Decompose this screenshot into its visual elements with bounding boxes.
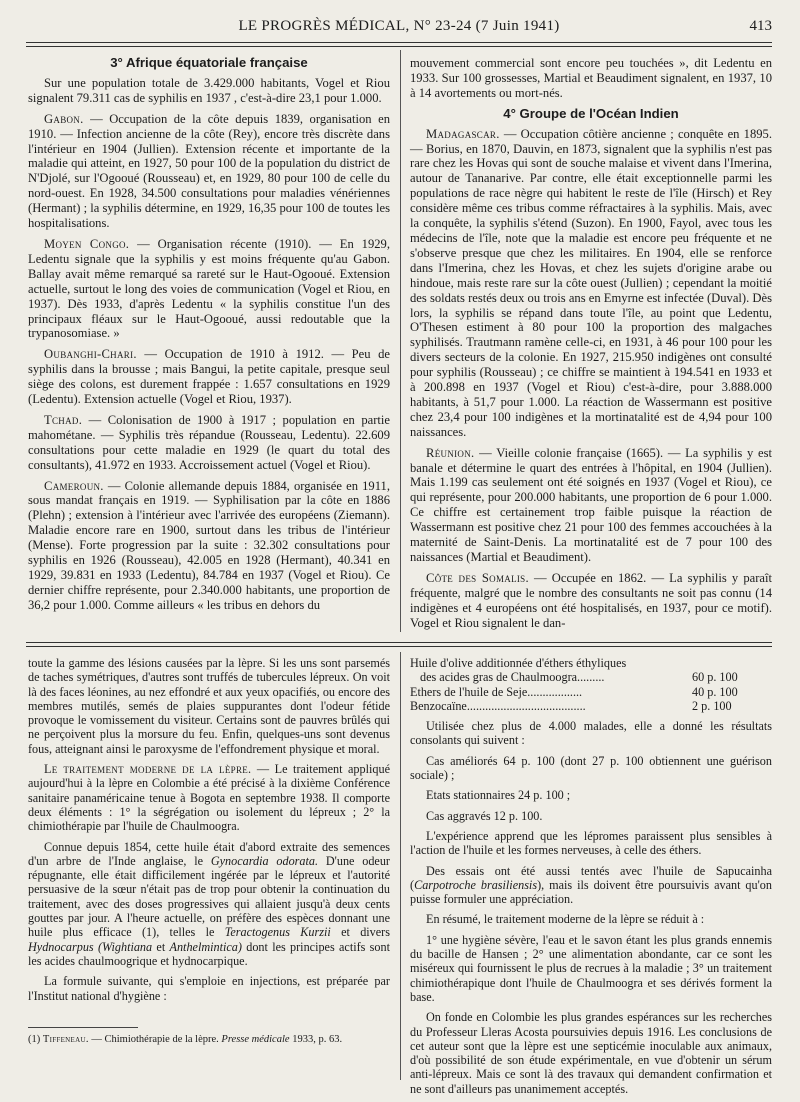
region-name-reunion: Réunion. xyxy=(426,445,475,460)
header-rule xyxy=(26,42,772,47)
region-name-somalis: Côte des Somalis. xyxy=(426,570,529,585)
footnote-reference: 1933, p. 63. xyxy=(289,1034,343,1045)
page-header xyxy=(26,18,772,40)
sapucainha-text-1: Des essais ont été aussi tentés avec l'huile de Sapucainha ( xyxy=(410,863,772,892)
paragraph-somalis xyxy=(410,571,772,631)
paragraph-moyen-congo xyxy=(28,237,390,341)
chaulmoogra-text-1: Connue depuis 1854, cette huile était d'abord extraite des semences d'un arbre de l'Inde anglaise, le xyxy=(28,839,390,868)
paragraph-traitement xyxy=(28,762,390,833)
chaulmoogra-text-4: et xyxy=(152,939,170,954)
region-name-tchad: Tchad. xyxy=(44,412,83,427)
paragraph-formule: La formule suivante, qui s'emploie en injections, est préparée par l'Institut national d'hygiène : xyxy=(28,974,390,1003)
paragraph-sapucainha xyxy=(410,864,772,907)
region-name-gabon: Gabon. xyxy=(44,111,84,126)
section-separator-rule xyxy=(26,642,772,647)
paragraph-gabon xyxy=(28,112,390,231)
continuation-paragraph: mouvement commercial sont encore peu touchées », dit Ledentu en 1933. Sur 100 grossesses, Martial et Beaudiment signalent, en 1937, 10 à 14 avortements ou mort-nés. xyxy=(410,56,772,100)
paragraph-cameroun xyxy=(28,479,390,613)
text-madagascar: — Occupation côtière ancienne ; conquête en 1895. — Borius, en 1870, Dauvin, en 1873, signalent que la syphilis n'est pas rare chez les Hovas qui sont de souche malaise et vivent dans l'Imerina, autour de Tananarive. Par contre, elle était exceptionnelle parmi les populations de race nègre qui habitent le reste de l'île (Hirsch) et Rey considère même ces tribus comme réfractaires à la syphilis. Mais, avec la conquête, la syphilis s'étend (Suzon). En 1900, Fayol, avec tous les médecins de l'île, note que la maladie est encore peu fréquente et ne s'observe presque que chez les militaires. En 1904, elle se renforce dans l'Imerina, chez les Hovas, et chez les sujets d'origine arabe ou hindoue, mais reste rare sur la côte ouest (Jullien) ; cependant la moitié des soldats restés deux ou trois ans en Emyrne est infectée (Duval). Dès lors, la syphilis se répand dans toute l'île, au point que Ledentu, O'Thesen estiment à 80 pour 100 la proportion des malgaches syphilisés. Trautmann ramène celle-ci, en 1931, à 46 pour 100 pour les divers secteurs de la colonie. En 1927, 215.950 indigènes ont consulté pour syphilis (Rousseau) ; ce chiffre se maintient à 194.541 en 1933 et à 200.898 en 1937 (Vogel et Riou) c'est-à-dire, pour 3.888.000 habitants, à 51,7 pour 1.000. La réaction de Wassermann est positive chez 23,4 pour 100 indigènes et la mortinatalité est de 4,94 pour 100 naissances. xyxy=(410,126,772,439)
paragraph-experience: L'expérience apprend que les lépromes paraissent plus sensibles à l'action de l'huile et les formes nerveuses, à celle des éthers. xyxy=(410,828,772,858)
paragraph-resultats: Utilisée chez plus de 4.000 malades, elle a donné les résultats consolants qui suivent : xyxy=(410,719,772,748)
paragraph-oubangui xyxy=(28,347,390,407)
formula-line-1: Huile d'olive additionnée d'éthers éthyliques xyxy=(410,656,627,670)
chaulmoogra-text-2: D'une odeur répugnante, elle était difficilement ingérée par le lépreux et l'autorité persuasive de la sœur n'était pas de trop pour obtenir la continuation du traitement, avec des doses progressives qui allaient jusqu'à deux cents gouttes par jour. A l'heure actuelle, on préfère des espèces donnant une huile plus efficace (1), telles le xyxy=(28,853,390,940)
region-name-oubangui: Oubanghi-Chari. xyxy=(44,347,137,362)
paragraph-chaulmoogra xyxy=(28,840,390,969)
chaulmoogra-text-5: dont les principes actifs sont les acides chaulmoogrique et hydnocarpique. xyxy=(28,939,390,968)
column-divider-bottom xyxy=(400,652,401,1080)
formula-row-2 xyxy=(410,670,772,684)
afrique-intro: Sur une population totale de 3.429.000 habitants, Vogel et Riou signalent 79.311 cas de syphilis en 1937 , c'est-à-dire 23,1 pour 1.000. xyxy=(28,75,390,105)
paragraph-madagascar xyxy=(410,127,772,440)
footnote-author: Tiffeneau. xyxy=(42,1034,89,1045)
paragraph-colombie: On fonde en Colombie les plus grandes espérances sur les recherches du Professeur Lleras Acosta poursuivies depuis 1916. Les conclusions de cet auteur sont que la lèpre est une septicémie inoculable aux animaux, d'où possibilité de son étude expérimentale, en vue d'obtenir un sérum anti-lépreux. Mais ce sont là des travaux qui demandent confirmation et ne sont d'ailleurs pas unanimement acceptés. xyxy=(410,1010,772,1096)
bottom-left-column xyxy=(28,656,390,1009)
text-oubangui: — Occupation de 1910 à 1912. — Peu de syphilis dans la brousse ; mais Bangui, la petite capitale, presque seul siège des colons, est durement frappée : 1.657 consultations en 1929 (Ledentu). Extension actuelle (Vogel et Riou, 1937). xyxy=(28,347,390,407)
species-carpotroche: Carpotroche brasiliensis xyxy=(414,877,538,892)
formula-ingredient-3: Ethers de l'huile de Seje.................. xyxy=(410,684,583,699)
footnote-number: (1) xyxy=(28,1034,41,1045)
text-somalis: — Occupée en 1862. — La syphilis y paraît fréquente, malgré que le nombre des consultants ne soit pas connu (14 indigènes et 4 européens ont été hospitalisés, en 1937, pour ce motif). Vogel et Riou signalent le dan- xyxy=(410,570,772,630)
formula-value-2: 60 p. 100 xyxy=(692,670,738,685)
heading-traitement: Le traitement moderne de la lèpre. xyxy=(44,762,252,777)
formula-value-4: 2 p. 100 xyxy=(692,698,732,713)
text-reunion: — Vieille colonie française (1665). — La syphilis y est banale et détermine le quart des entrées à l'hôpital, en 1904 (Jullien). Mais 1.199 cas seulement ont été soignés en 1937 (Vogel et Riou), ce qui représente, pour 200.000 habitants, une proportion de 6 pour 1.000. Ce chiffre est certainement trop faible puisque la réaction de Wassermann est positive chez 21 pour 100 des femmes accouchées à la maternité de Saint-Denis. La mortinatalité est de 7 pour 100 des naissances (Martial et Beaudiment). xyxy=(410,445,772,564)
footnote-rule xyxy=(28,1027,138,1028)
section-title-afrique: 3° Afrique équatoriale française xyxy=(110,55,308,70)
result-aggraves: Cas aggravés 12 p. 100. xyxy=(426,808,543,823)
sapucainha-text-2: ), mais ils doivent être poursuivis avant qu'on puisse formuler une appréciation. xyxy=(410,877,772,907)
result-ameliores: Cas améliorés 64 p. 100 (dont 27 p. 100 obtiennent une guérison sociale) ; xyxy=(410,753,772,783)
region-name-cameroun: Cameroun. xyxy=(44,478,104,493)
chaulmoogra-text-3: et divers xyxy=(330,925,390,940)
paragraph-hygiene: 1° une hygiène sévère, l'eau et le savon étant les plus grands ennemis du bacille de Hansen ; 2° une alimentation abondante, car ce sont les miséreux qui fournissent le plus de recrues à la maladie ; 3° un traitement chimiothérapique dont l'huile de Chaulmoogra et ses dérivés forment la base. xyxy=(410,932,772,1004)
region-name-madagascar: Madagascar. xyxy=(426,126,500,141)
species-anthelmintica: Anthelmintica) xyxy=(169,939,242,954)
top-right-column xyxy=(410,56,772,637)
result-stationnaires: Etats stationnaires 24 p. 100 ; xyxy=(426,788,571,803)
paragraph-tchad xyxy=(28,413,390,473)
footnote-title: — Chimiothérapie de la lèpre. xyxy=(88,1034,222,1045)
top-left-column xyxy=(28,56,390,619)
text-moyen-congo: — Organisation récente (1910). — En 1929, Ledentu signale que la syphilis y est moins fréquente qu'au Gabon. Ballay avait même remarqué sa rareté sur le Haut-Ogooué. Extension actuelle, surtout le long des voies de communication (Vogel et Riou, en 1937). Dès 1933, d'après Ledentu « la syphilis constitue l'un des principaux fléaux sur le Haut-Ogooué, aussi redoutable que la trypanosomiase. » xyxy=(28,236,390,341)
paragraph-resume: En résumé, le traitement moderne de la lèpre se réduit à : xyxy=(426,912,705,927)
species-gynocardia: Gynocardia odorata. xyxy=(210,853,319,868)
text-gabon: — Occupation de la côte depuis 1839, organisation en 1910. — Infection ancienne de la côte (Rey), encore très discrète dans l'intérieur en 1904 (Jullien). Extension récente et importante de la maladie qui atteint, en 1927, 50 pour 100 de la population du district de N'Djolé, sur l'Ogooué (Rousseau) et, en 1929, 80 pour 100 de celle du nord-ouest. En 1928, 34.500 consultations pour maladies vénériennes (Hermant) ; la syphilis détermine, en 1929, 16,35 pour 100 de toutes les hospitalisations. xyxy=(28,111,390,231)
paragraph-reunion xyxy=(410,446,772,565)
footnote-journal: Presse médicale xyxy=(221,1034,290,1045)
text-tchad: — Colonisation de 1900 à 1917 ; population en partie mahométane. — Syphilis très répandue (Rousseau, Ledentu). 22.609 consultations pour cette maladie en 1929 (le quart du total des consultants), 41.972 en 1933. Accroissement actuel (Vogel et Riou). xyxy=(28,412,390,472)
bottom-right-column xyxy=(410,656,772,1102)
species-hydnocarpus: Hydnocarpus (Wightiana xyxy=(28,939,153,954)
formula-value-3: 40 p. 100 xyxy=(692,684,738,699)
formula-row-3 xyxy=(410,685,772,699)
running-title: LE PROGRÈS MÉDICAL, N° 23-24 (7 Juin 1941) xyxy=(238,18,560,34)
formula-row-4 xyxy=(410,699,772,713)
formula-table xyxy=(410,656,772,713)
formula-ingredient-4: Benzocaïne....................................... xyxy=(410,698,586,713)
region-name-moyen-congo: Moyen Congo. xyxy=(44,236,130,251)
section-title-ocean-indien: 4° Groupe de l'Océan Indien xyxy=(503,105,679,121)
text-traitement: — Le traitement appliqué aujourd'hui à la lèpre en Colombie a été précisé à la dixième Conférence sanitaire panaméricaine tenue à Bogota en septembre 1938. Il comporte deux éléments : 1° la ségrégation ou isolement du lépreux ; 2° la chimiothérapie par l'huile de Chaulmoogra. xyxy=(28,762,390,834)
formula-ingredient-2: des acides gras de Chaulmoogra......... xyxy=(420,670,605,685)
page-number: 413 xyxy=(749,18,772,34)
column-divider-top xyxy=(400,50,401,632)
text-cameroun: — Colonie allemande depuis 1884, organisée en 1911, sous mandat français en 1919. — Syphilisation par la côte en 1886 (Plehn) ; extension à l'intérieur avec l'arrivée des européens (Ziemann). Maladie encore rare en 1900, surtout dans les tribus de l'intérieur (Mense). Forte progression par la suite : 32.302 consultations pour syphilis en 1926 (Rousseau), 42.005 en 1928 (Hermant), 40.341 en 1929, 39.831 en 1933 (Ledentu), 84.784 en 1937 (Vogel et Riou). Ce dernier chiffre représente, pour 2.340.000 habitants, une proportion de 36,2 pour 1.000. Comme ailleurs « les tribus en dehors du xyxy=(28,478,390,612)
leprosy-description: toute la gamme des lésions causées par la lèpre. Si les uns sont parsemés de taches symétriques, d'autres sont truffés de tubercules lépreux. On voit là des faces léonines, au nez effondré et aux yeux opacifiés, ou encore des membres mutilés, semés de plaies suppurantes dont l'odeur fétide provoque le vomissement du visiteur. Certains sont de pauvres brûlés qui ne perçoivent plus la morsure du feu. Enfin, quelques-uns sont devenus fous, atteignant ainsi le paroxysme de l'effondrement physique et moral. xyxy=(28,656,390,756)
species-teractogenus: Teractogenus Kurzii xyxy=(224,925,331,940)
footnote xyxy=(28,1034,390,1047)
